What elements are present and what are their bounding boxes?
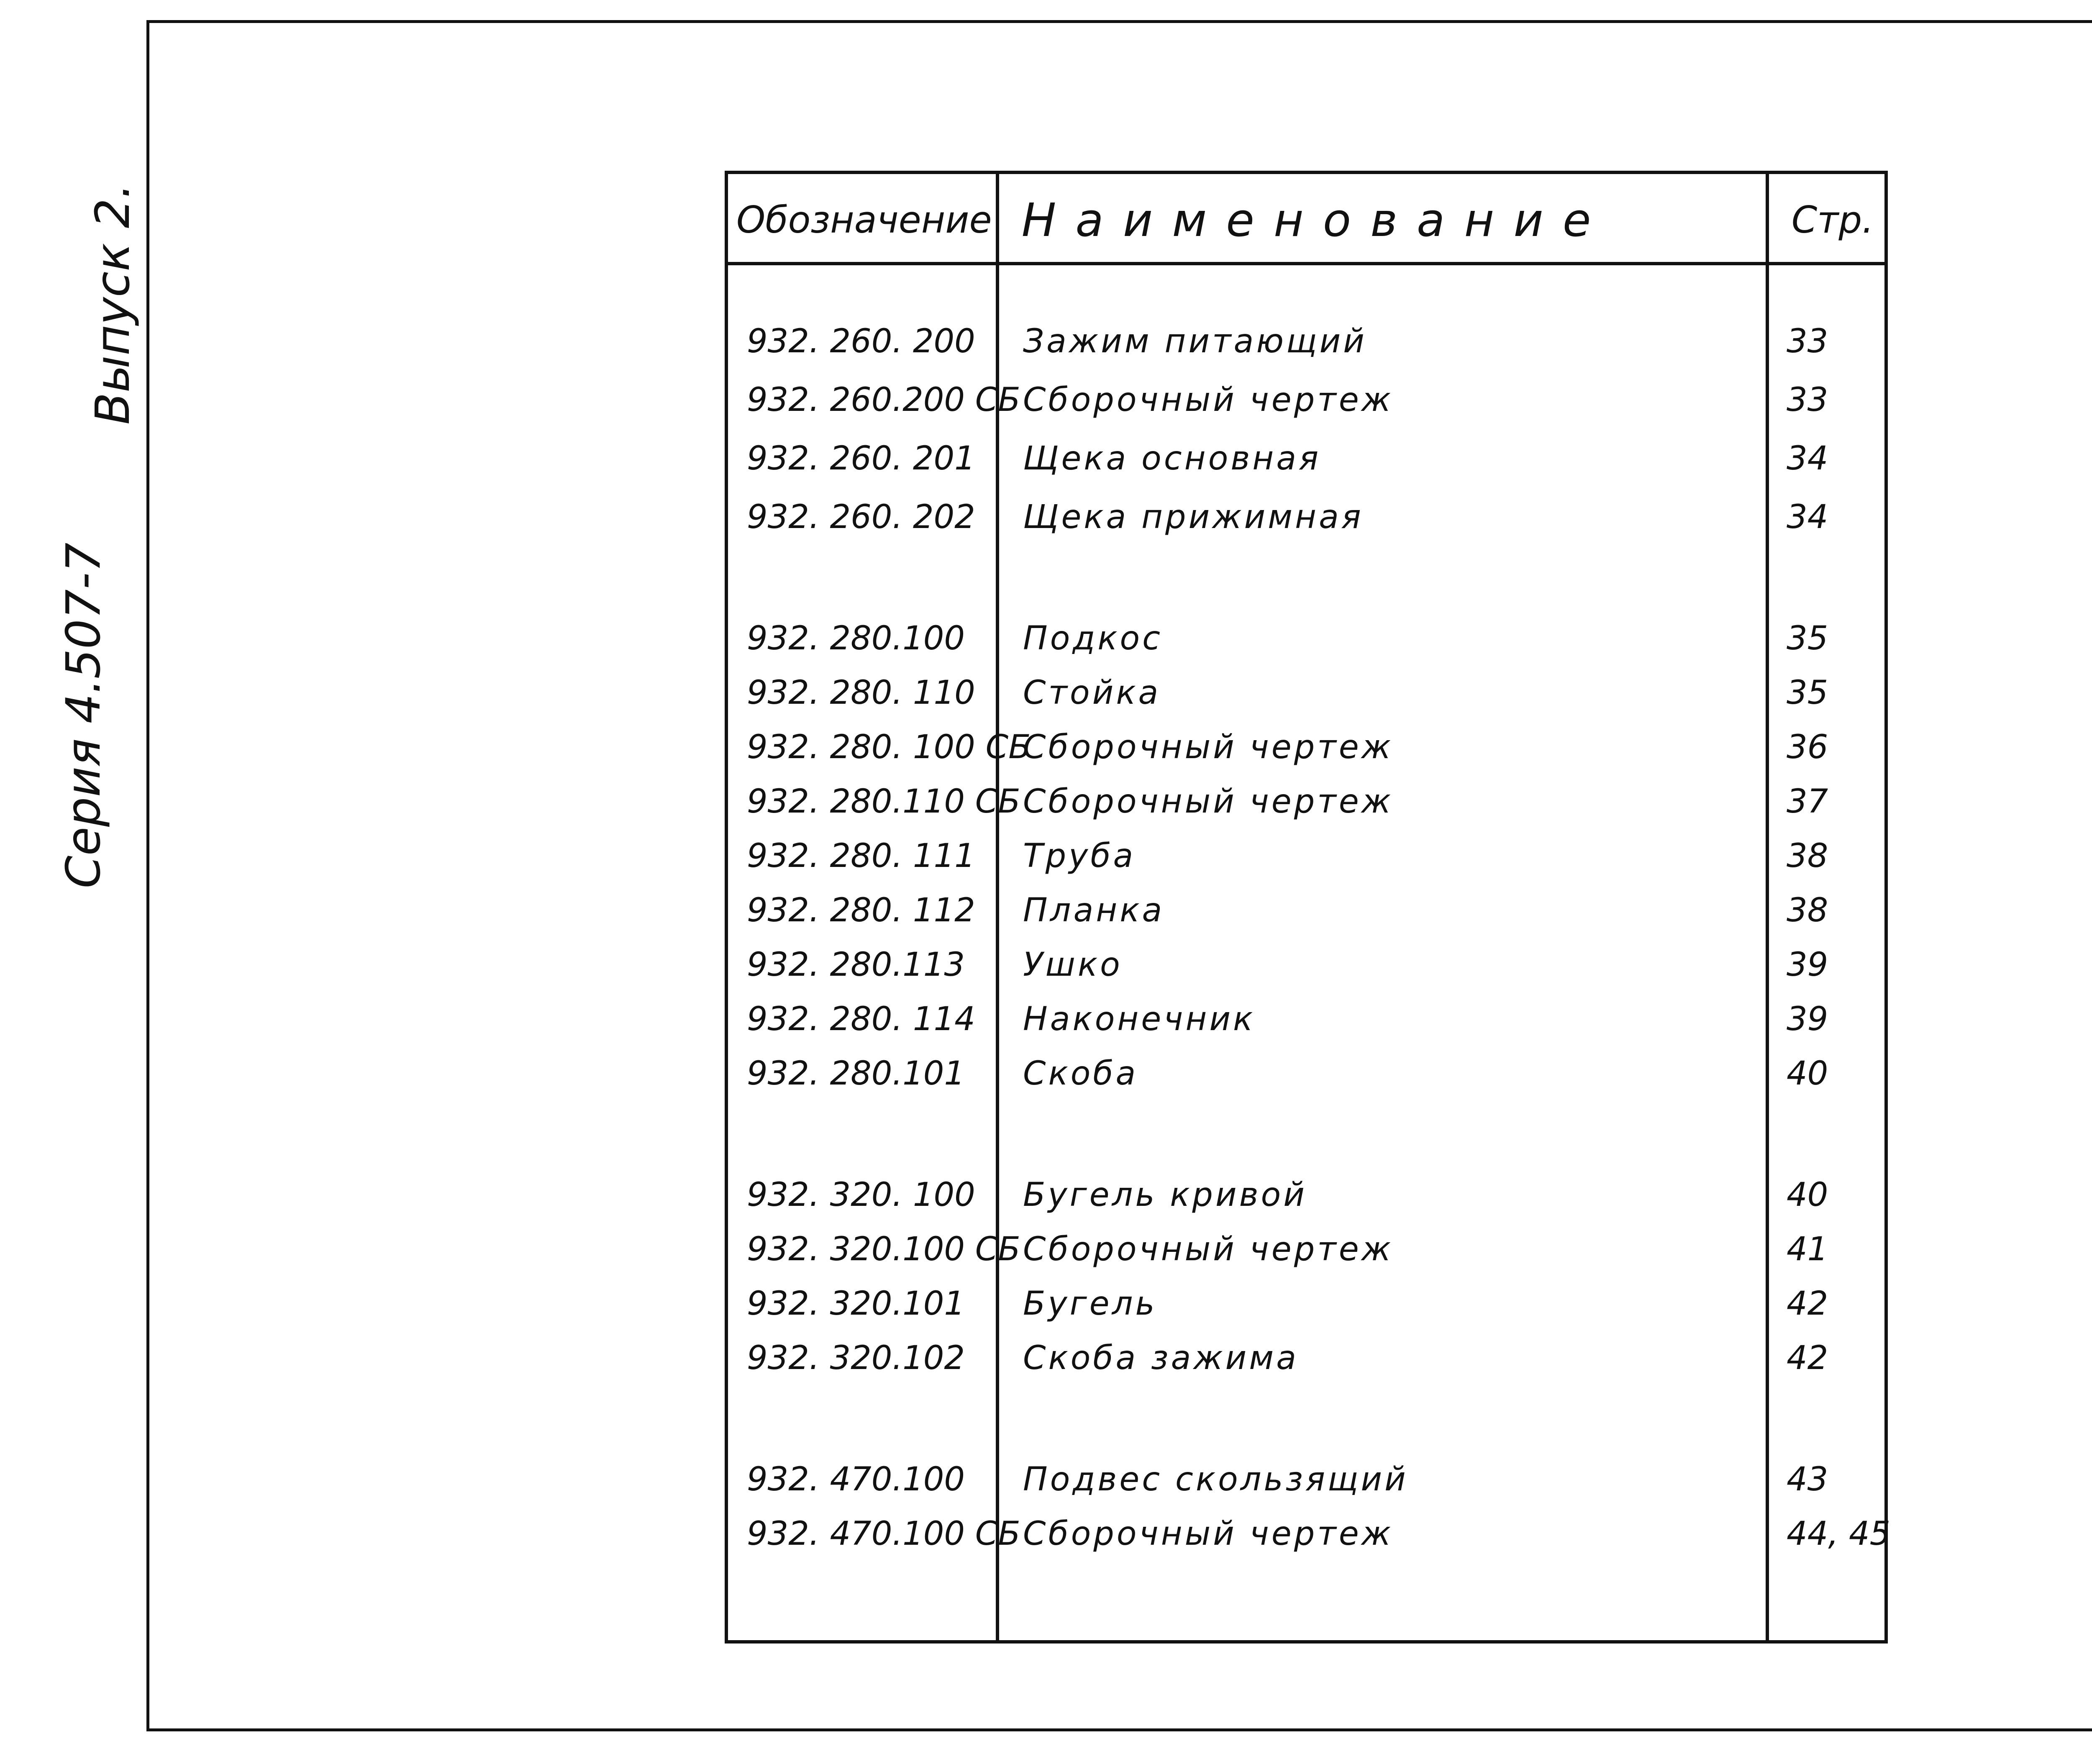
- row-code: 932. 260.200 СБ: [747, 381, 1020, 419]
- row-page: 42: [1787, 1339, 1828, 1377]
- header-name: Наименование: [1021, 193, 1610, 247]
- header-divider: [728, 262, 1884, 265]
- row-code: 932. 470.100: [747, 1461, 965, 1498]
- table-row: [728, 831, 1884, 881]
- table-row: [728, 885, 1884, 936]
- row-name: Сборочный чертеж: [1023, 783, 1393, 820]
- row-page: 40: [1787, 1055, 1828, 1092]
- row-code: 932. 260. 200: [747, 323, 975, 360]
- table-row: [728, 940, 1884, 990]
- row-code: 932. 280.101: [747, 1055, 965, 1092]
- row-code: 932. 280.113: [747, 946, 965, 984]
- row-name: Ушко: [1023, 946, 1123, 984]
- table-row: [728, 1049, 1884, 1099]
- row-name: Бугель кривой: [1023, 1176, 1307, 1214]
- row-page: 35: [1787, 674, 1828, 712]
- table-row: [728, 316, 1884, 367]
- contents-table: [725, 171, 1891, 1643]
- row-code: 932. 280. 112: [747, 892, 975, 929]
- table-row: [728, 433, 1884, 484]
- table-row: [728, 613, 1884, 664]
- row-page: 39: [1787, 1000, 1828, 1038]
- row-code: 932. 260. 201: [747, 440, 975, 477]
- row-page: 38: [1787, 892, 1828, 929]
- row-name: Зажим питающий: [1023, 323, 1367, 360]
- row-name: Щека прижимная: [1023, 498, 1364, 536]
- row-page: 36: [1787, 728, 1828, 766]
- table-row: [728, 492, 1884, 542]
- row-code: 932. 280.110 СБ: [747, 783, 1020, 820]
- row-page: 40: [1787, 1176, 1828, 1214]
- row-name: Планка: [1023, 892, 1165, 929]
- row-code: 932. 320. 100: [747, 1176, 975, 1214]
- row-page: 34: [1787, 498, 1828, 536]
- row-name: Труба: [1023, 837, 1136, 875]
- row-code: 932. 280. 114: [747, 1000, 975, 1038]
- row-code: 932. 280.100: [747, 620, 965, 657]
- header-code: Обозначение: [736, 198, 992, 241]
- row-page: 34: [1787, 440, 1828, 477]
- row-name: Сборочный чертеж: [1023, 728, 1393, 766]
- row-page: 41: [1787, 1231, 1828, 1268]
- table-row: [728, 1333, 1884, 1383]
- row-code: 932. 280. 100 СБ: [747, 728, 1031, 766]
- row-page: 38: [1787, 837, 1828, 875]
- table-row: [728, 777, 1884, 827]
- table-row: [728, 994, 1884, 1044]
- table-row: [728, 1279, 1884, 1329]
- table-row: [728, 1509, 1891, 1559]
- row-name: Стойка: [1023, 674, 1161, 712]
- table-row: [728, 1454, 1884, 1505]
- row-page: 33: [1787, 381, 1828, 419]
- table-row: [728, 722, 1884, 772]
- row-page: 37: [1787, 783, 1828, 820]
- row-page: 35: [1787, 620, 1828, 657]
- row-page: 43: [1787, 1461, 1828, 1498]
- table-row: [728, 375, 1884, 425]
- row-name: Сборочный чертеж: [1023, 1231, 1393, 1268]
- row-name: Щека основная: [1023, 440, 1321, 477]
- series-label: Серия 4.507-7: [56, 542, 111, 889]
- issue-label: Выпуск 2.: [86, 183, 140, 425]
- row-code: 932. 280. 110: [747, 674, 975, 712]
- row-page: 39: [1787, 946, 1828, 984]
- row-name: Бугель: [1023, 1285, 1157, 1323]
- row-page: 42: [1787, 1285, 1828, 1323]
- row-name: Скоба зажима: [1023, 1339, 1299, 1377]
- row-name: Подвес скользящий: [1023, 1461, 1408, 1498]
- row-code: 932. 320.100 СБ: [747, 1231, 1020, 1268]
- row-name: Скоба: [1023, 1055, 1138, 1092]
- row-page: 33: [1787, 323, 1828, 360]
- row-code: 932. 320.102: [747, 1339, 965, 1377]
- row-name: Сборочный чертеж: [1023, 1515, 1393, 1553]
- row-name: Наконечник: [1023, 1000, 1256, 1038]
- table-row: [728, 1170, 1884, 1220]
- row-code: 932. 280. 111: [747, 837, 975, 875]
- table-row: [728, 1224, 1884, 1274]
- row-page: 44, 45: [1787, 1515, 1891, 1553]
- header-page: Стр.: [1791, 198, 1874, 241]
- table-row: [728, 668, 1884, 718]
- row-code: 932. 320.101: [747, 1285, 965, 1323]
- row-name: Подкос: [1023, 620, 1163, 657]
- row-code: 932. 470.100 СБ: [747, 1515, 1020, 1553]
- row-code: 932. 260. 202: [747, 498, 975, 536]
- row-name: Сборочный чертеж: [1023, 381, 1393, 419]
